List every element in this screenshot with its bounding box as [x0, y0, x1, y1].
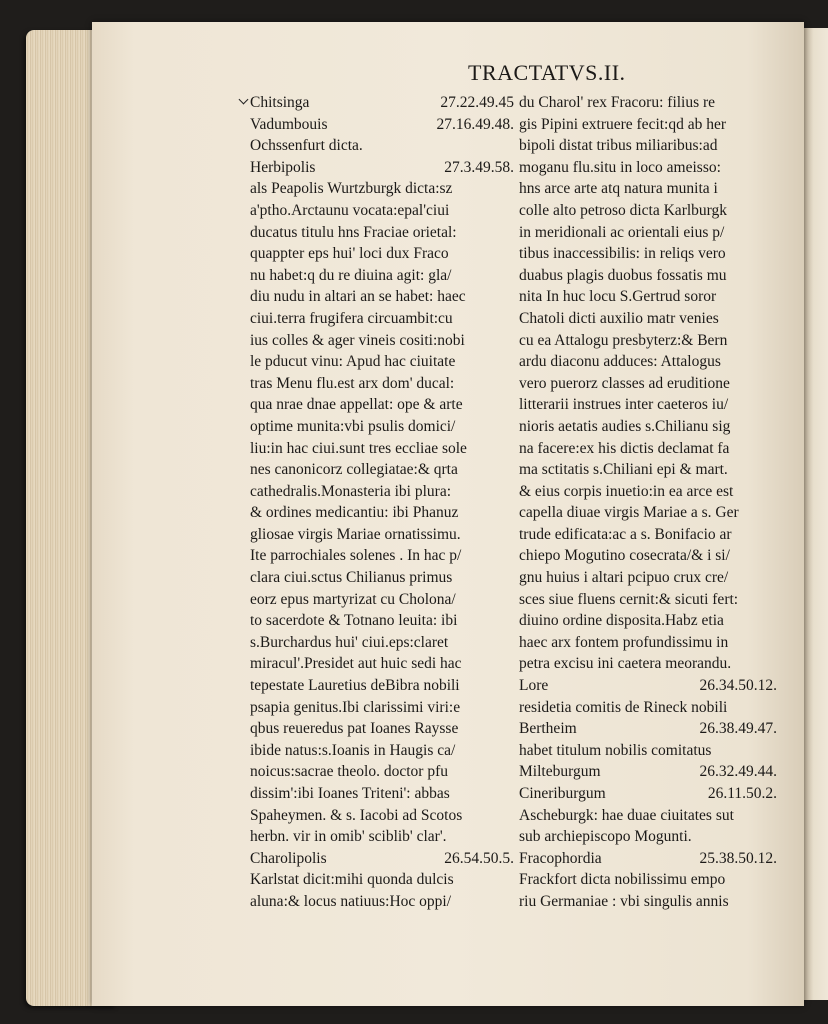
place-entry — [250, 92, 518, 114]
text-line: noicus:sacrae theolo. doctor pfu — [250, 763, 448, 781]
text-line: ibide natus:s.Ioanis in Haugis ca/ — [250, 741, 456, 759]
place-entry — [519, 848, 781, 870]
text-line: bipoli distat tribus miliaribus:ad — [519, 137, 718, 155]
text-line: Ochssenfurt dicta. — [250, 137, 363, 155]
text-line: als Peapolis Wurtzburgk dicta:sz — [250, 180, 453, 198]
text-line: petra excisu ini caetera meorandu. — [519, 655, 732, 673]
place-name: Vadumbouis — [250, 115, 328, 133]
place-entry — [519, 783, 781, 805]
text-line: Spaheymen. & s. Iacobi ad Scotos — [250, 806, 463, 824]
place-coordinates: 27.16.49.48. — [436, 115, 514, 133]
place-name: Lore — [519, 677, 549, 695]
text-line: litterarii instrues inter caeteros iu/ — [519, 396, 729, 414]
text-line: s.Burchardus hui' ciui.eps:claret — [250, 633, 449, 651]
text-line: sub archiepiscopo Mogunti. — [519, 828, 692, 846]
text-line: cathedralis.Monasteria ibi plura: — [250, 482, 452, 500]
place-name: Charolipolis — [250, 849, 327, 867]
text-line: eorz epus martyrizat cu Cholona/ — [250, 590, 456, 608]
text-line: clara ciui.sctus Chilianus primus — [250, 569, 453, 587]
place-coordinates: 27.22.49.45 — [440, 94, 514, 111]
text-line: diu nudu in altari an se habet: haec — [250, 288, 466, 306]
place-name: Bertheim — [519, 720, 577, 738]
text-line: riu Germaniae : vbi singulis annis — [519, 892, 729, 910]
left-text-column — [250, 92, 518, 913]
text-line: gis Pipini extruere fecit:qd ab her — [519, 115, 727, 133]
text-line: Ascheburgk: hae duae ciuitates sut — [519, 806, 734, 824]
text-line: & eius corpis inuetio:in ea arce est — [519, 482, 734, 500]
place-name: Cineriburgum — [519, 785, 606, 802]
text-line: capella diuae virgis Mariae a s. Ger — [519, 504, 739, 522]
text-line: tepestate Lauretius deBibra nobili — [250, 677, 460, 695]
text-line: habet titulum nobilis comitatus — [519, 741, 712, 759]
text-line: ducatus titulu hns Fraciae orietal: — [250, 223, 457, 241]
place-entry — [250, 114, 518, 136]
text-line: trude edificata:ac a s. Bonifacio ar — [519, 525, 732, 543]
text-line: nes canonicorz collegiatae:& qrta — [250, 461, 458, 479]
place-name: Herbipolis — [250, 158, 316, 176]
place-name: Chitsinga — [250, 94, 310, 111]
text-line: nioris aetatis audies s.Chilianu sig — [519, 417, 731, 435]
text-line: ma sctitatis s.Chiliani epi & mart. — [519, 461, 728, 479]
place-name: Milteburgum — [519, 763, 601, 781]
text-line: qua nrae dnae appellat: ope & arte — [250, 396, 463, 414]
text-line: sces siue fluens cernit:& sicuti fert: — [519, 590, 739, 608]
text-line: nu habet:q du re diuina agit: gla/ — [250, 266, 452, 284]
text-line: ardu diaconu adduces: Attalogus — [519, 353, 721, 371]
text-line: Frackfort dicta nobilissimu empo — [519, 871, 726, 889]
text-line: a'ptho.Arctaunu vocata:epal'ciui — [250, 201, 450, 219]
place-coordinates: 26.34.50.12. — [699, 677, 777, 695]
place-coordinates: 26.38.49.47. — [699, 720, 777, 738]
text-line: ciui.terra frugifera circuambit:cu — [250, 309, 453, 327]
text-line: le pducut vinu: Apud hac ciuitate — [250, 353, 456, 371]
right-text-column — [519, 92, 781, 913]
facing-page-edge — [804, 28, 828, 1000]
place-name: Fracophordia — [519, 849, 602, 867]
text-line: in meridionali ac orientali eius p/ — [519, 223, 725, 241]
text-line: optime munita:vbi psulis domici/ — [250, 417, 456, 435]
text-line: herbn. vir in omib' sciblib' clar'. — [250, 828, 447, 846]
text-line: miracul'.Presidet aut huic sedi hac — [250, 655, 462, 673]
text-line: residetia comitis de Rineck nobili — [519, 698, 728, 716]
text-line: tras Menu flu.est arx dom' ducal: — [250, 374, 455, 392]
text-line: Chatoli dicti auxilio matr venies — [519, 309, 719, 327]
place-coordinates: 26.54.50.5. — [444, 849, 514, 867]
text-line: gliosae virgis Mariae ornatissimu. — [250, 525, 461, 543]
text-line: psapia genitus.Ibi clarissimi viri:e — [250, 698, 461, 716]
text-line: moganu flu.situ in loco ameisso: — [519, 158, 721, 176]
text-line: ius colles & ager vineis cositi:nobi — [250, 331, 465, 349]
text-line: liu:in hac ciui.sunt tres eccliae sole — [250, 439, 467, 457]
place-entry — [250, 157, 518, 179]
text-line: Karlstat dicit:mihi quonda dulcis — [250, 871, 454, 889]
place-entry — [519, 718, 781, 740]
place-entry — [519, 761, 781, 783]
running-header: TRACTATVS.II. — [468, 60, 626, 85]
text-line: qbus reueredus pat Ioanes Raysse — [250, 720, 459, 738]
place-coordinates: 26.32.49.44. — [699, 763, 777, 781]
text-line: chiepo Mogutino cosecrata/& i si/ — [519, 547, 730, 565]
place-entry — [519, 675, 781, 697]
place-coordinates: 25.38.50.12. — [699, 849, 777, 867]
text-line: na facere:ex his dictis declamat fa — [519, 439, 730, 457]
place-coordinates: 26.11.50.2. — [707, 785, 777, 802]
text-line: cu ea Attalogu presbyterz:& Bern — [519, 331, 728, 349]
text-line: aluna:& locus natiuus:Hoc oppi/ — [250, 892, 452, 910]
text-line: vero puerorz classes ad eruditione — [519, 374, 730, 392]
text-line: hns arce arte atq natura munita i — [519, 180, 718, 198]
text-line: duabus plagis duobus fossatis mu — [519, 266, 727, 284]
text-line: quappter eps hui' loci dux Fraco — [250, 245, 449, 263]
text-line: haec arx fontem profundissimu in — [519, 633, 729, 651]
text-line: Ite parrochiales solenes . In hac p/ — [250, 547, 462, 565]
text-line: du Charol' rex Fracoru: filius re — [519, 94, 716, 111]
text-line: tibus inaccessibilis: in reliqs vero — [519, 245, 726, 263]
text-line: dissim':ibi Ioanes Triteni': abbas — [250, 785, 450, 802]
text-line: diuino ordine disposita.Habz etia — [519, 612, 724, 630]
place-entry — [250, 848, 518, 870]
text-line: gnu huius i altari pcipuo crux cre/ — [519, 569, 729, 587]
place-coordinates: 27.3.49.58. — [444, 158, 514, 176]
text-line: colle alto petroso dicta Karlburgk — [519, 201, 728, 219]
text-line: to sacerdote & Totnano leuita: ibi — [250, 612, 458, 630]
text-line: & ordines medicantiu: ibi Phanuz — [250, 504, 459, 522]
text-line: nita In huc locu S.Gertrud soror — [519, 288, 717, 306]
